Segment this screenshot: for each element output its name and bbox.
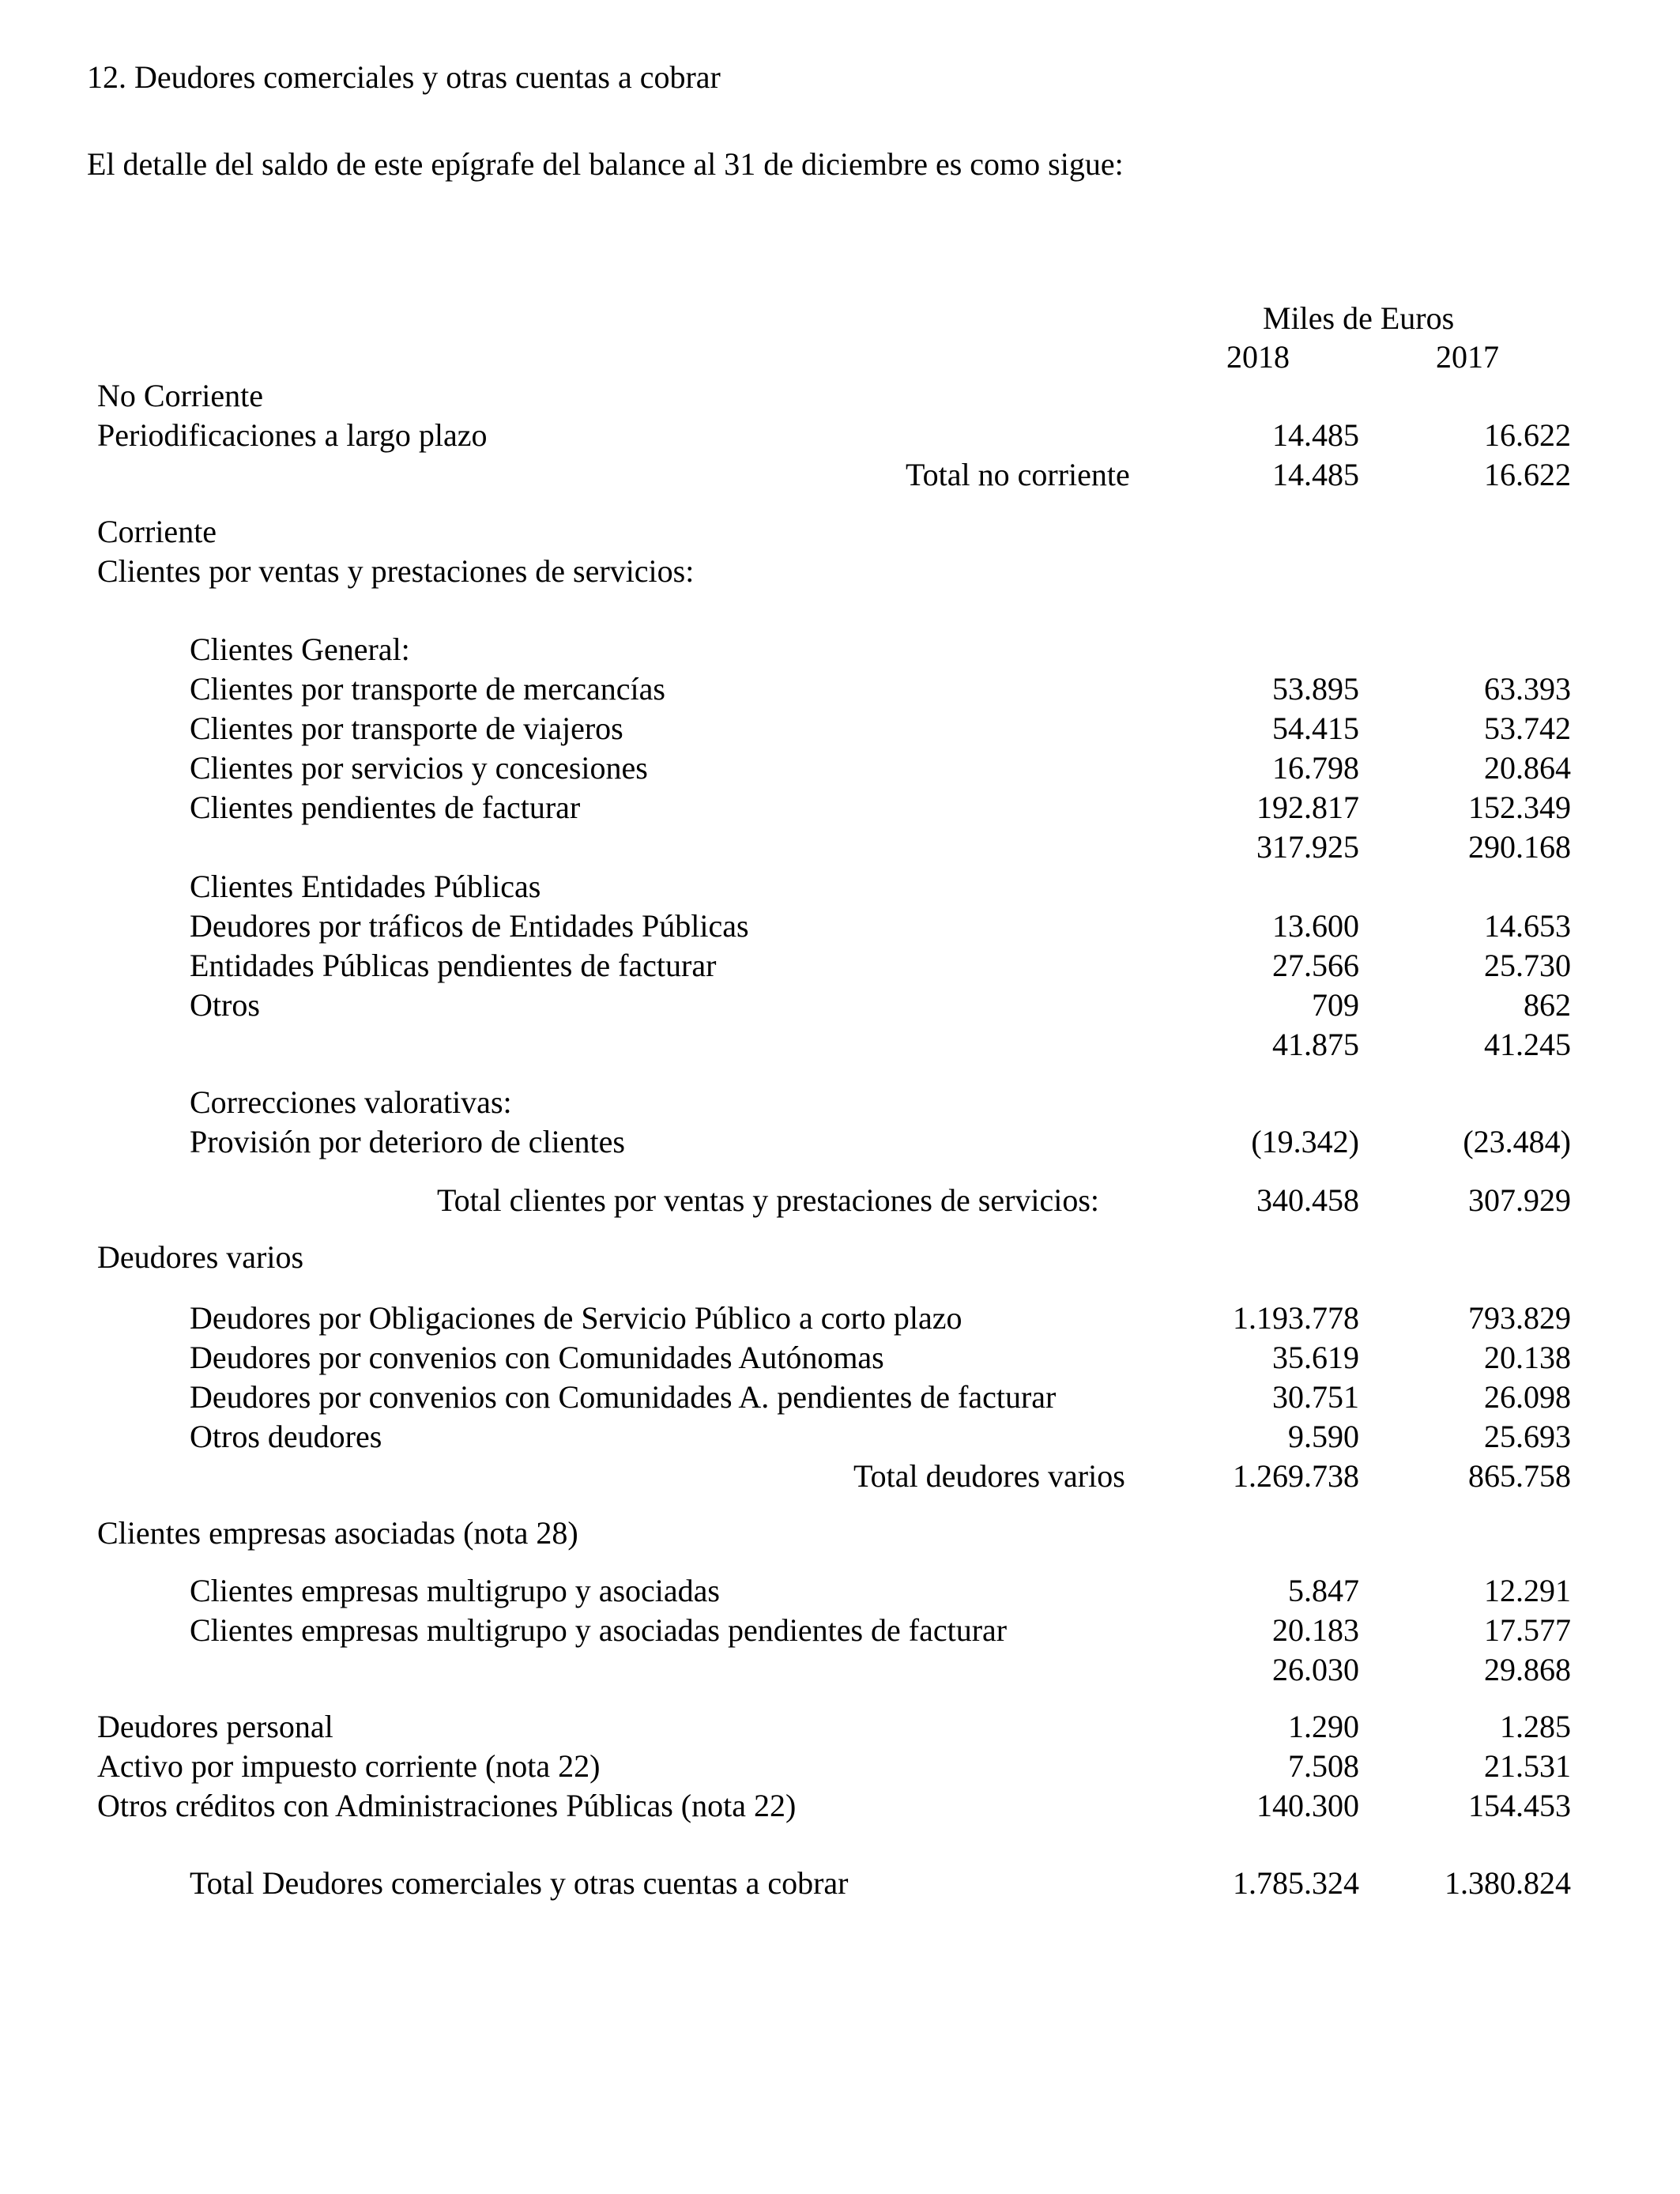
- table-row-2018: 140.300: [1256, 1788, 1359, 1823]
- general-subtotal-2018: 317.925: [1256, 829, 1359, 865]
- table-row-2017: 20.138: [1484, 1340, 1571, 1375]
- table-row-2018: 35.619: [1272, 1340, 1359, 1375]
- table-row-label: Clientes empresas multigrupo y asociadas pendientes de facturar: [190, 1612, 1008, 1648]
- table-row-label: Deudores por convenios con Comunidades A. pendientes de facturar: [190, 1379, 1057, 1415]
- table-row-2017: 25.693: [1484, 1419, 1571, 1454]
- asociadas-subtotal-2018: 26.030: [1272, 1652, 1359, 1687]
- table-row-2017: 12.291: [1484, 1573, 1571, 1608]
- table-row-2018: 13.600: [1272, 908, 1359, 944]
- periodificaciones-label: Periodificaciones a largo plazo: [97, 417, 488, 453]
- table-row-2018: 1.193.778: [1233, 1300, 1359, 1336]
- table-row-2017: 17.577: [1484, 1612, 1571, 1648]
- table-row-2017: 20.864: [1484, 750, 1571, 786]
- units-header: Miles de Euros: [1263, 300, 1455, 336]
- total-deudores-varios-label: Total deudores varios: [853, 1458, 1125, 1494]
- table-row-2017: 1.285: [1500, 1709, 1571, 1744]
- table-row-label: Entidades Públicas pendientes de facturar: [190, 948, 717, 983]
- table-row-2018: 20.183: [1272, 1612, 1359, 1648]
- entidades-subtotal-2018: 41.875: [1272, 1027, 1359, 1062]
- grand-total-2018: 1.785.324: [1233, 1865, 1359, 1901]
- provision-label: Provisión por deterioro de clientes: [190, 1124, 625, 1159]
- table-row-2017: 14.653: [1484, 908, 1571, 944]
- no-corriente-title: No Corriente: [97, 378, 263, 413]
- table-row-2018: 27.566: [1272, 948, 1359, 983]
- general-subtotal-2017: 290.168: [1468, 829, 1571, 865]
- table-row-2017: 26.098: [1484, 1379, 1571, 1415]
- periodificaciones-2017: 16.622: [1484, 417, 1571, 453]
- table-row-2018: 192.817: [1256, 790, 1359, 825]
- asociadas-subtotal-2017: 29.868: [1484, 1652, 1571, 1687]
- grand-total-2017: 1.380.824: [1445, 1865, 1571, 1901]
- table-row-label: Deudores por convenios con Comunidades Autónomas: [190, 1340, 884, 1375]
- total-clientes-label: Total clientes por ventas y prestaciones de servicios:: [437, 1182, 1100, 1218]
- total-no-corriente-2018: 14.485: [1272, 457, 1359, 492]
- table-row-label: Otros: [190, 987, 260, 1023]
- table-row-2017: 53.742: [1484, 711, 1571, 746]
- table-row-2018: 54.415: [1272, 711, 1359, 746]
- entidades-subtotal-2017: 41.245: [1484, 1027, 1571, 1062]
- table-row-2017: 25.730: [1484, 948, 1571, 983]
- year-2018-header: 2018: [1226, 339, 1290, 375]
- provision-2017: (23.484): [1463, 1124, 1571, 1159]
- provision-2018: (19.342): [1251, 1124, 1359, 1159]
- section-heading: 12. Deudores comerciales y otras cuentas a cobrar: [87, 59, 721, 95]
- table-row-2018: 709: [1312, 987, 1359, 1023]
- table-row-label: Deudores por tráficos de Entidades Públicas: [190, 908, 749, 944]
- total-deudores-varios-2017: 865.758: [1468, 1458, 1571, 1494]
- table-row-label: Clientes por servicios y concesiones: [190, 750, 648, 786]
- table-row-label: Clientes empresas multigrupo y asociadas: [190, 1573, 720, 1608]
- intro-text: El detalle del saldo de este epígrafe del balance al 31 de diciembre es como sigue:: [87, 146, 1124, 182]
- table-row-2017: 793.829: [1468, 1300, 1571, 1336]
- correcciones-title: Correcciones valorativas:: [190, 1084, 512, 1120]
- table-row-2018: 30.751: [1272, 1379, 1359, 1415]
- clientes-ventas-title: Clientes por ventas y prestaciones de servicios:: [97, 553, 695, 589]
- total-no-corriente-label: Total no corriente: [906, 457, 1130, 492]
- table-row-label: Deudores personal: [97, 1709, 333, 1744]
- entidades-publicas-title: Clientes Entidades Públicas: [190, 869, 541, 904]
- deudores-varios-title: Deudores varios: [97, 1239, 304, 1275]
- total-clientes-2018: 340.458: [1256, 1182, 1359, 1218]
- table-row-2017: 152.349: [1468, 790, 1571, 825]
- table-row-2018: 9.590: [1288, 1419, 1359, 1454]
- table-row-label: Clientes pendientes de facturar: [190, 790, 581, 825]
- year-2017-header: 2017: [1436, 339, 1499, 375]
- table-row-label: Otros deudores: [190, 1419, 382, 1454]
- table-row-2018: 5.847: [1288, 1573, 1359, 1608]
- table-row-2018: 1.290: [1288, 1709, 1359, 1744]
- corriente-title: Corriente: [97, 514, 217, 549]
- periodificaciones-2018: 14.485: [1272, 417, 1359, 453]
- table-row-2017: 154.453: [1468, 1788, 1571, 1823]
- table-row-2017: 21.531: [1484, 1748, 1571, 1784]
- table-row-label: Otros créditos con Administraciones Públicas (nota 22): [97, 1788, 797, 1823]
- table-row-label: Clientes por transporte de viajeros: [190, 711, 623, 746]
- grand-total-label: Total Deudores comerciales y otras cuentas a cobrar: [190, 1865, 849, 1901]
- table-row-2018: 16.798: [1272, 750, 1359, 786]
- table-row-2018: 7.508: [1288, 1748, 1359, 1784]
- total-clientes-2017: 307.929: [1468, 1182, 1571, 1218]
- table-row-label: Activo por impuesto corriente (nota 22): [97, 1748, 601, 1784]
- asociadas-title: Clientes empresas asociadas (nota 28): [97, 1515, 578, 1551]
- total-no-corriente-2017: 16.622: [1484, 457, 1571, 492]
- table-row-2017: 862: [1524, 987, 1571, 1023]
- clientes-general-title: Clientes General:: [190, 631, 410, 667]
- table-row-label: Clientes por transporte de mercancías: [190, 671, 665, 707]
- table-row-2017: 63.393: [1484, 671, 1571, 707]
- total-deudores-varios-2018: 1.269.738: [1233, 1458, 1359, 1494]
- table-row-2018: 53.895: [1272, 671, 1359, 707]
- table-row-label: Deudores por Obligaciones de Servicio Público a corto plazo: [190, 1300, 962, 1336]
